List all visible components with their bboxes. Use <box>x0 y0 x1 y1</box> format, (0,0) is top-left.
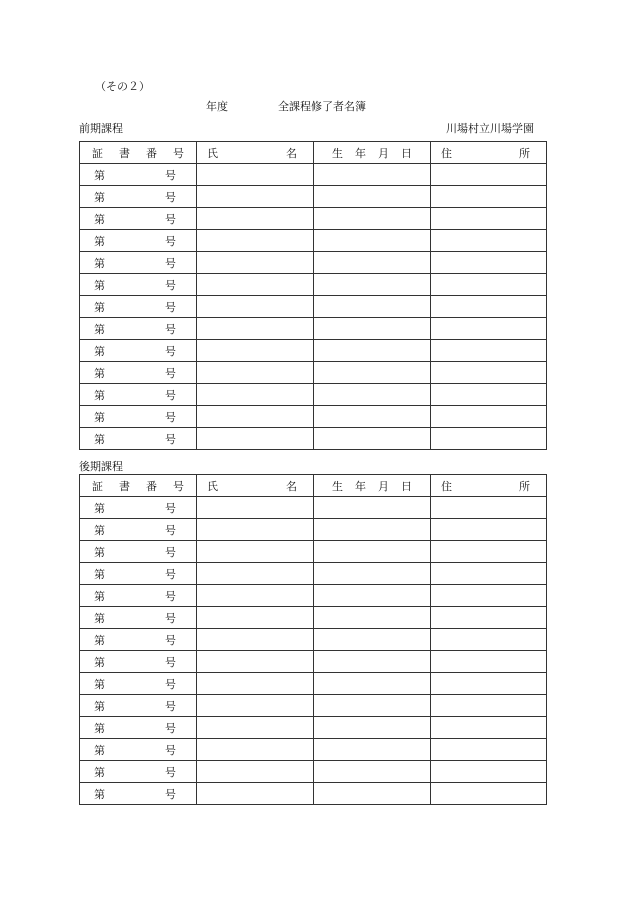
birth-date-cell[interactable] <box>314 673 431 695</box>
header-char: 番 <box>146 479 157 493</box>
header-char: 生 <box>332 146 343 160</box>
name-header <box>197 475 314 497</box>
header-char: 証 <box>92 479 103 493</box>
header-char: 書 <box>119 479 130 493</box>
certificate-number-cell[interactable] <box>80 384 197 406</box>
certificate-number-cell[interactable] <box>80 541 197 563</box>
address-cell[interactable] <box>431 164 547 186</box>
table-row <box>80 717 547 739</box>
certificate-number-cell[interactable] <box>80 208 197 230</box>
birth-date-cell[interactable] <box>314 406 431 428</box>
table-row <box>80 607 547 629</box>
table-row <box>80 563 547 585</box>
row-prefix: 第 <box>94 168 105 182</box>
name-cell[interactable] <box>197 340 314 362</box>
row-prefix: 第 <box>94 501 105 515</box>
row-prefix: 第 <box>94 567 105 581</box>
table-row <box>80 384 547 406</box>
row-prefix: 第 <box>94 699 105 713</box>
row-prefix: 第 <box>94 633 105 647</box>
birth-date-cell[interactable] <box>314 384 431 406</box>
row-suffix: 号 <box>165 765 176 779</box>
header-char: 氏 <box>207 146 218 160</box>
row-suffix: 号 <box>165 366 176 380</box>
birth-date-header <box>314 142 431 164</box>
name-cell[interactable] <box>197 296 314 318</box>
address-cell[interactable] <box>431 384 547 406</box>
address-cell[interactable] <box>431 274 547 296</box>
birth-date-cell[interactable] <box>314 318 431 340</box>
address-cell[interactable] <box>431 519 547 541</box>
row-suffix: 号 <box>165 699 176 713</box>
table-row <box>80 340 547 362</box>
certificate-number-cell[interactable] <box>80 406 197 428</box>
name-cell[interactable] <box>197 629 314 651</box>
row-prefix: 第 <box>94 545 105 559</box>
birth-date-cell[interactable] <box>314 428 431 450</box>
row-suffix: 号 <box>165 344 176 358</box>
birth-date-cell[interactable] <box>314 541 431 563</box>
header-char: 日 <box>401 479 412 493</box>
address-cell[interactable] <box>431 541 547 563</box>
certificate-number-cell[interactable] <box>80 252 197 274</box>
name-cell[interactable] <box>197 384 314 406</box>
name-cell[interactable] <box>197 585 314 607</box>
table-row <box>80 739 547 761</box>
row-prefix: 第 <box>94 589 105 603</box>
row-prefix: 第 <box>94 278 105 292</box>
name-cell[interactable] <box>197 164 314 186</box>
table-row <box>80 629 547 651</box>
header-char: 号 <box>173 146 184 160</box>
name-cell[interactable] <box>197 717 314 739</box>
header-char: 名 <box>286 479 297 493</box>
table-row <box>80 585 547 607</box>
row-suffix: 号 <box>165 611 176 625</box>
header-char: 所 <box>519 146 530 160</box>
table-row <box>80 406 547 428</box>
certificate-number-header <box>80 142 197 164</box>
row-suffix: 号 <box>165 432 176 446</box>
row-prefix: 第 <box>94 410 105 424</box>
address-cell[interactable] <box>431 340 547 362</box>
header-char: 氏 <box>207 479 218 493</box>
birth-date-cell[interactable] <box>314 296 431 318</box>
table-row <box>80 362 547 384</box>
header-char: 月 <box>378 146 389 160</box>
row-prefix: 第 <box>94 300 105 314</box>
name-cell[interactable] <box>197 519 314 541</box>
certificate-number-cell[interactable] <box>80 651 197 673</box>
address-cell[interactable] <box>431 186 547 208</box>
row-suffix: 号 <box>165 300 176 314</box>
birth-date-cell[interactable] <box>314 563 431 585</box>
name-cell[interactable] <box>197 563 314 585</box>
table-row <box>80 541 547 563</box>
certificate-number-cell[interactable] <box>80 783 197 805</box>
row-prefix: 第 <box>94 432 105 446</box>
name-cell[interactable] <box>197 362 314 384</box>
certificate-number-cell[interactable] <box>80 673 197 695</box>
table-row <box>80 519 547 541</box>
header-char: 号 <box>173 479 184 493</box>
certificate-number-cell[interactable] <box>80 296 197 318</box>
row-prefix: 第 <box>94 721 105 735</box>
row-prefix: 第 <box>94 743 105 757</box>
header-char: 所 <box>519 479 530 493</box>
birth-date-cell[interactable] <box>314 252 431 274</box>
certificate-number-cell[interactable] <box>80 497 197 519</box>
row-prefix: 第 <box>94 611 105 625</box>
table-row <box>80 164 547 186</box>
document-title: 全課程修了者名簿 <box>278 100 366 113</box>
row-prefix: 第 <box>94 677 105 691</box>
name-cell[interactable] <box>197 428 314 450</box>
address-cell[interactable] <box>431 230 547 252</box>
table-row <box>80 761 547 783</box>
header-char: 住 <box>441 146 452 160</box>
table-row <box>80 673 547 695</box>
certificate-number-cell[interactable] <box>80 340 197 362</box>
address-header <box>431 142 547 164</box>
fiscal-year-label: 年度 <box>206 100 228 113</box>
table-row <box>80 428 547 450</box>
birth-date-header <box>314 475 431 497</box>
row-suffix: 号 <box>165 677 176 691</box>
row-prefix: 第 <box>94 787 105 801</box>
name-cell[interactable] <box>197 230 314 252</box>
table-row <box>80 274 547 296</box>
header-char: 書 <box>119 146 130 160</box>
row-prefix: 第 <box>94 366 105 380</box>
row-suffix: 号 <box>165 501 176 515</box>
certificate-number-cell[interactable] <box>80 519 197 541</box>
row-prefix: 第 <box>94 388 105 402</box>
birth-date-cell[interactable] <box>314 739 431 761</box>
first-term-roster-table <box>79 141 547 450</box>
address-cell[interactable] <box>431 362 547 384</box>
row-suffix: 号 <box>165 212 176 226</box>
row-prefix: 第 <box>94 190 105 204</box>
table-header-row <box>80 475 547 497</box>
table-row <box>80 651 547 673</box>
address-cell[interactable] <box>431 252 547 274</box>
header-char: 証 <box>92 146 103 160</box>
header-char: 日 <box>401 146 412 160</box>
row-prefix: 第 <box>94 344 105 358</box>
header-char: 年 <box>355 146 366 160</box>
table-header-row <box>80 142 547 164</box>
name-cell[interactable] <box>197 186 314 208</box>
row-prefix: 第 <box>94 765 105 779</box>
birth-date-cell[interactable] <box>314 607 431 629</box>
row-prefix: 第 <box>94 322 105 336</box>
address-cell[interactable] <box>431 783 547 805</box>
address-cell[interactable] <box>431 629 547 651</box>
row-suffix: 号 <box>165 589 176 603</box>
table-row <box>80 783 547 805</box>
name-cell[interactable] <box>197 761 314 783</box>
row-suffix: 号 <box>165 234 176 248</box>
row-prefix: 第 <box>94 256 105 270</box>
birth-date-cell[interactable] <box>314 695 431 717</box>
name-cell[interactable] <box>197 541 314 563</box>
row-suffix: 号 <box>165 655 176 669</box>
second-term-roster-table <box>79 474 547 805</box>
address-cell[interactable] <box>431 318 547 340</box>
address-cell[interactable] <box>431 585 547 607</box>
address-cell[interactable] <box>431 563 547 585</box>
address-cell[interactable] <box>431 607 547 629</box>
birth-date-cell[interactable] <box>314 629 431 651</box>
row-prefix: 第 <box>94 655 105 669</box>
row-suffix: 号 <box>165 523 176 537</box>
row-suffix: 号 <box>165 545 176 559</box>
address-cell[interactable] <box>431 208 547 230</box>
row-suffix: 号 <box>165 168 176 182</box>
second-term-label: 後期課程 <box>79 460 123 473</box>
birth-date-cell[interactable] <box>314 497 431 519</box>
header-char: 住 <box>441 479 452 493</box>
certificate-number-cell[interactable] <box>80 739 197 761</box>
row-suffix: 号 <box>165 278 176 292</box>
birth-date-cell[interactable] <box>314 164 431 186</box>
row-suffix: 号 <box>165 256 176 270</box>
page-number: （その２） <box>95 80 150 93</box>
certificate-number-cell[interactable] <box>80 761 197 783</box>
certificate-number-cell[interactable] <box>80 186 197 208</box>
name-cell[interactable] <box>197 695 314 717</box>
address-header <box>431 475 547 497</box>
row-suffix: 号 <box>165 721 176 735</box>
address-cell[interactable] <box>431 497 547 519</box>
table-row <box>80 208 547 230</box>
table-row <box>80 318 547 340</box>
address-cell[interactable] <box>431 296 547 318</box>
birth-date-cell[interactable] <box>314 783 431 805</box>
certificate-number-header <box>80 475 197 497</box>
header-char: 番 <box>146 146 157 160</box>
certificate-number-cell[interactable] <box>80 362 197 384</box>
birth-date-cell[interactable] <box>314 717 431 739</box>
first-term-label: 前期課程 <box>79 122 123 135</box>
header-char: 名 <box>286 146 297 160</box>
table-row <box>80 497 547 519</box>
header-char: 生 <box>332 479 343 493</box>
row-prefix: 第 <box>94 523 105 537</box>
address-cell[interactable] <box>431 651 547 673</box>
school-name: 川場村立川場学園 <box>446 122 534 135</box>
name-cell[interactable] <box>197 739 314 761</box>
row-suffix: 号 <box>165 410 176 424</box>
certificate-number-cell[interactable] <box>80 629 197 651</box>
table-row <box>80 230 547 252</box>
birth-date-cell[interactable] <box>314 519 431 541</box>
birth-date-cell[interactable] <box>314 585 431 607</box>
certificate-number-cell[interactable] <box>80 607 197 629</box>
row-prefix: 第 <box>94 234 105 248</box>
address-cell[interactable] <box>431 406 547 428</box>
name-cell[interactable] <box>197 252 314 274</box>
address-cell[interactable] <box>431 428 547 450</box>
table-row <box>80 296 547 318</box>
birth-date-cell[interactable] <box>314 274 431 296</box>
name-cell[interactable] <box>197 673 314 695</box>
row-suffix: 号 <box>165 190 176 204</box>
birth-date-cell[interactable] <box>314 208 431 230</box>
name-cell[interactable] <box>197 651 314 673</box>
birth-date-cell[interactable] <box>314 362 431 384</box>
row-suffix: 号 <box>165 388 176 402</box>
table-row <box>80 695 547 717</box>
certificate-number-cell[interactable] <box>80 585 197 607</box>
birth-date-cell[interactable] <box>314 761 431 783</box>
header-char: 年 <box>355 479 366 493</box>
name-cell[interactable] <box>197 497 314 519</box>
row-prefix: 第 <box>94 212 105 226</box>
certificate-number-cell[interactable] <box>80 695 197 717</box>
name-cell[interactable] <box>197 783 314 805</box>
certificate-number-cell[interactable] <box>80 230 197 252</box>
birth-date-cell[interactable] <box>314 186 431 208</box>
address-cell[interactable] <box>431 717 547 739</box>
birth-date-cell[interactable] <box>314 340 431 362</box>
row-suffix: 号 <box>165 743 176 757</box>
header-char: 月 <box>378 479 389 493</box>
certificate-number-cell[interactable] <box>80 563 197 585</box>
certificate-number-cell[interactable] <box>80 717 197 739</box>
row-suffix: 号 <box>165 633 176 647</box>
certificate-number-cell[interactable] <box>80 318 197 340</box>
name-header <box>197 142 314 164</box>
table-row <box>80 186 547 208</box>
name-cell[interactable] <box>197 318 314 340</box>
table-row <box>80 252 547 274</box>
name-cell[interactable] <box>197 607 314 629</box>
address-cell[interactable] <box>431 695 547 717</box>
certificate-number-cell[interactable] <box>80 274 197 296</box>
row-suffix: 号 <box>165 567 176 581</box>
birth-date-cell[interactable] <box>314 230 431 252</box>
name-cell[interactable] <box>197 406 314 428</box>
name-cell[interactable] <box>197 208 314 230</box>
address-cell[interactable] <box>431 673 547 695</box>
address-cell[interactable] <box>431 761 547 783</box>
birth-date-cell[interactable] <box>314 651 431 673</box>
certificate-number-cell[interactable] <box>80 164 197 186</box>
certificate-number-cell[interactable] <box>80 428 197 450</box>
address-cell[interactable] <box>431 739 547 761</box>
name-cell[interactable] <box>197 274 314 296</box>
row-suffix: 号 <box>165 322 176 336</box>
row-suffix: 号 <box>165 787 176 801</box>
